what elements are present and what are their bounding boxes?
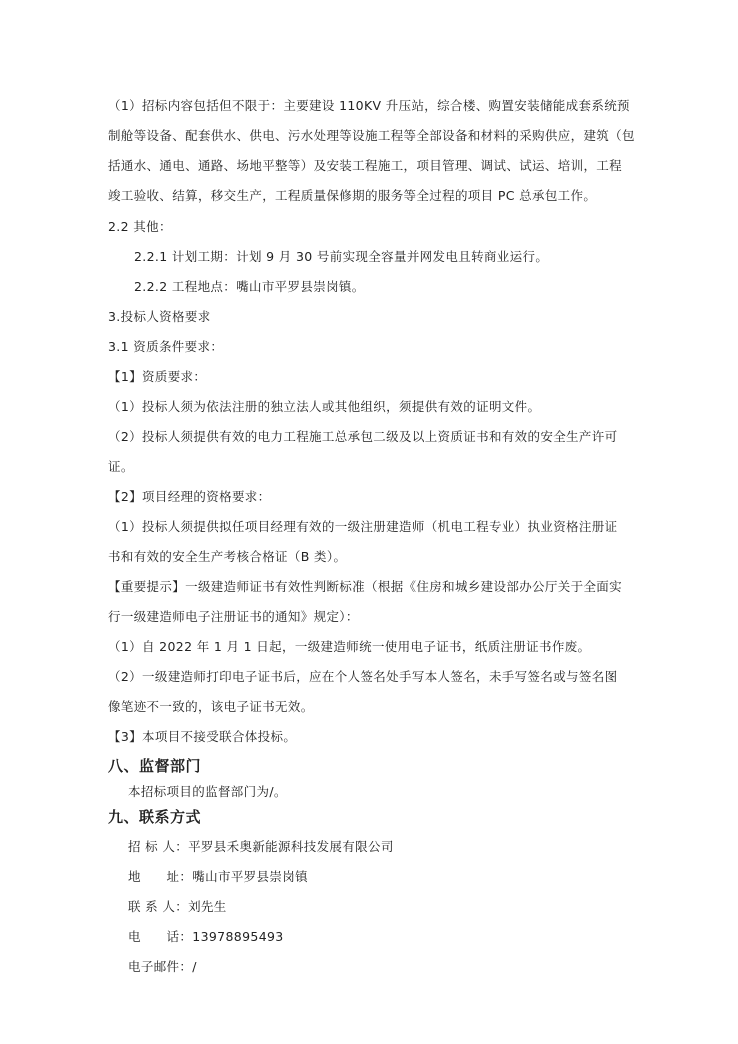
paragraph-line: （2）投标人须提供有效的电力工程施工总承包二级及以上资质证书和有效的安全生产许可 [108,429,618,444]
paragraph-line: （1）投标人须提供拟任项目经理有效的一级注册建造师（机电工程专业）执业资格注册证 [108,519,618,534]
contact-label: 地 址： [128,869,193,884]
subsection-heading: 3.1 资质条件要求： [108,339,224,354]
contact-value: 嘴山市平罗县崇岗镇 [192,869,308,884]
paragraph-line: （1）自 2022 年 1 月 1 日起，一级建造师统一使用电子证书，纸质注册证书作废。 [108,639,591,654]
contact-row [128,838,668,856]
contact-row [128,898,668,916]
paragraph-line: （2）一级建造师打印电子证书后，应在个人签名处手写本人签名，未手写签名或与签名图 [108,669,618,684]
contact-row [128,958,668,976]
contact-label: 电子邮件： [128,959,193,974]
contact-label: 招 标 人： [128,839,189,854]
paragraph-line: （1）投标人须为依法注册的独立法人或其他组织，须提供有效的证明文件。 [108,399,541,414]
paragraph-line: 括通水、通电、通路、场地平整等）及安装工程施工，项目管理、调试、试运、培训，工程 [108,158,623,173]
paragraph-line: 2.2.1 计划工期：计划 9 月 30 号前实现全容量并网发电且转商业运行。 [134,249,549,264]
contact-value: 平罗县禾奥新能源科技发展有限公司 [188,839,394,854]
paragraph-line: 制舱等设备、配套供水、供电、污水处理等设施工程等全部设备和材料的采购供应，建筑（包 [108,128,635,143]
contact-label: 电 话： [128,929,193,944]
paragraph-line: 证。 [108,459,134,474]
contact-label: 联 系 人： [128,899,189,914]
section-heading-supervision: 八、监督部门 [108,757,202,775]
subsection-heading: 3.投标人资格要求 [108,309,211,324]
paragraph-line: 竣工验收、结算，移交生产，工程质量保修期的服务等全过程的项目 PC 总承包工作。 [108,188,597,203]
paragraph-line: 行一级建造师电子注册证书的通知》规定）： [108,609,359,624]
paragraph-line: 【2】项目经理的资格要求： [108,489,271,504]
paragraph-line: 2.2.2 工程地点：嘴山市平罗县崇岗镇。 [134,279,365,294]
paragraph-line: 【重要提示】一级建造师证书有效性判断标准（根据《住房和城乡建设部办公厅关于全面实 [108,579,623,594]
paragraph-line: 书和有效的安全生产考核合格证（B 类）。 [108,549,347,564]
contact-row [128,868,668,886]
section-heading-contact: 九、联系方式 [108,808,202,826]
paragraph-line: 【3】本项目不接受联合体投标。 [108,729,297,744]
supervision-text: 本招标项目的监督部门为/。 [128,784,287,799]
contact-value: / [192,959,197,974]
contact-value: 刘先生 [188,899,227,914]
paragraph-line: 像笔迹不一致的，该电子证书无效。 [108,699,314,714]
paragraph-line: 【1】资质要求： [108,369,207,384]
contact-row [128,928,668,946]
subsection-heading: 2.2 其他： [108,219,172,234]
paragraph-line: （1）招标内容包括但不限于：主要建设 110KV 升压站，综合楼、购置安装储能成套系统预 [108,98,630,113]
contact-value: 13978895493 [192,929,284,944]
